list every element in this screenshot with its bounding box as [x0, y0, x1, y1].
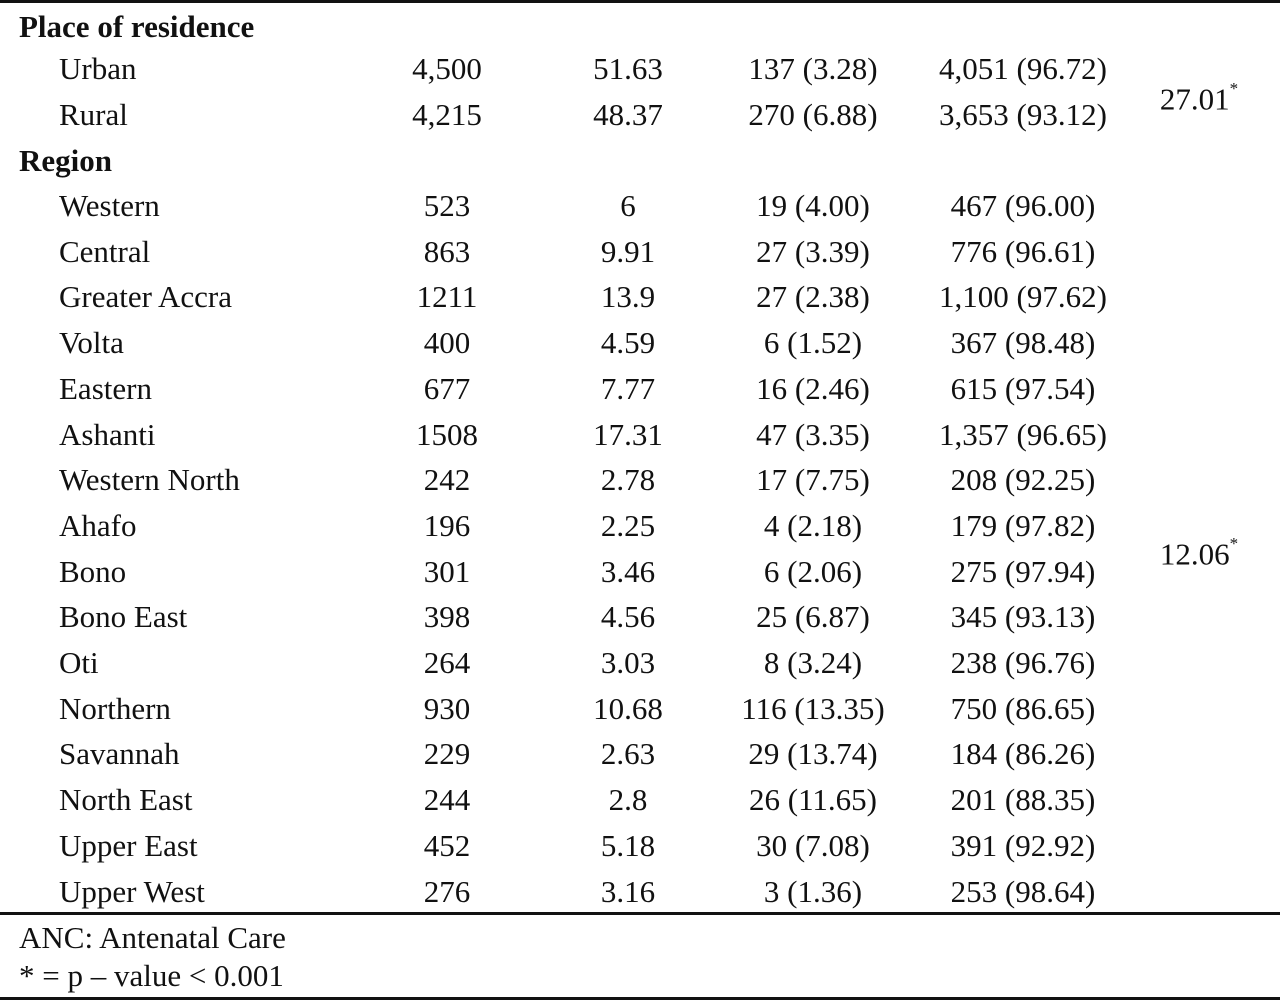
cell-pct: 3.16	[600, 873, 656, 909]
cell-pct: 2.8	[608, 782, 648, 818]
cell-anc: 184 (86.26)	[950, 736, 1096, 772]
cell-pct: 3.03	[600, 645, 656, 680]
cell-no-anc: 27 (3.39)	[756, 233, 870, 269]
cell-anc: 467 (96.00)	[950, 188, 1096, 223]
cell-anc: 615 (97.54)	[950, 370, 1096, 406]
row-label: Bono East	[59, 599, 188, 635]
row-label: Northern	[59, 690, 171, 726]
row-label: Ahafo	[59, 507, 137, 543]
cell-pct: 4.56	[600, 599, 656, 635]
table-row	[0, 457, 1280, 503]
cell-pct: 7.77	[600, 370, 656, 406]
cell-no-anc: 8 (3.24)	[763, 645, 863, 680]
cell-n: 398	[423, 599, 471, 635]
cell-pct: 2.63	[600, 736, 656, 772]
table-row	[0, 549, 1280, 595]
cell-no-anc: 30 (7.08)	[756, 827, 870, 863]
chi-value: 12.06	[1159, 536, 1230, 572]
table-row	[0, 183, 1280, 229]
cell-anc: 367 (98.48)	[950, 325, 1096, 361]
cell-anc: 238 (96.76)	[950, 645, 1096, 680]
cell-no-anc: 26 (11.65)	[749, 782, 877, 818]
table-row	[0, 274, 1280, 320]
cell-no-anc: 137 (3.28)	[748, 51, 878, 86]
cell-n: 452	[423, 827, 471, 863]
section-title: Region	[19, 143, 112, 178]
cell-n: 264	[423, 645, 471, 680]
cell-n: 4,500	[412, 51, 482, 86]
cell-no-anc: 25 (6.87)	[756, 599, 870, 635]
cell-anc: 345 (93.13)	[950, 599, 1096, 635]
cell-n: 196	[423, 507, 471, 543]
chi-square-residence	[1140, 70, 1258, 122]
table-row	[0, 777, 1280, 823]
table-row	[0, 366, 1280, 412]
row-label: Urban	[59, 51, 137, 86]
cell-anc: 253 (98.64)	[950, 873, 1096, 909]
cell-n: 863	[423, 233, 471, 269]
cell-n: 1508	[416, 416, 478, 452]
table-row	[0, 823, 1280, 869]
cell-anc: 179 (97.82)	[950, 507, 1096, 543]
cell-no-anc: 27 (2.38)	[756, 279, 870, 315]
cell-anc: 750 (86.65)	[950, 690, 1096, 726]
footnote-abbreviation: ANC: Antenatal Care	[19, 920, 286, 955]
cell-n: 677	[423, 370, 471, 406]
cell-pct: 13.9	[600, 279, 656, 315]
cell-n: 400	[423, 325, 471, 361]
row-label: Central	[59, 233, 151, 269]
cell-anc: 201 (88.35)	[950, 782, 1096, 818]
cell-n: 229	[423, 736, 471, 772]
cell-no-anc: 29 (13.74)	[748, 736, 878, 772]
row-label: Volta	[59, 325, 124, 361]
cell-pct: 9.91	[600, 233, 656, 269]
row-label: Western North	[59, 462, 240, 498]
cell-pct: 3.46	[600, 553, 656, 589]
row-label: Upper West	[59, 873, 205, 909]
cell-pct: 17.31	[593, 416, 663, 452]
table-row	[0, 640, 1280, 686]
table-row	[0, 320, 1280, 366]
row-label: Greater Accra	[59, 279, 232, 315]
row-label: Rural	[59, 97, 128, 132]
row-label: Western	[59, 188, 160, 223]
row-label: Oti	[59, 645, 99, 680]
cell-anc: 275 (97.94)	[950, 553, 1096, 589]
cell-anc: 1,357 (96.65)	[939, 416, 1107, 452]
cell-no-anc: 3 (1.36)	[763, 873, 863, 909]
row-label: Bono	[59, 553, 127, 589]
top-rule	[0, 0, 1280, 3]
cell-n: 523	[423, 188, 471, 223]
table-row	[0, 869, 1280, 915]
cell-anc: 391 (92.92)	[950, 827, 1096, 863]
cell-no-anc: 17 (7.75)	[756, 462, 870, 498]
table-row	[0, 412, 1280, 458]
cell-anc: 208 (92.25)	[950, 462, 1096, 498]
cell-no-anc: 6 (2.06)	[763, 553, 863, 589]
cell-anc: 776 (96.61)	[950, 233, 1096, 269]
cell-no-anc: 19 (4.00)	[756, 188, 870, 223]
significance-mark: *	[1229, 79, 1239, 98]
table-row	[0, 731, 1280, 777]
cell-no-anc: 6 (1.52)	[763, 325, 863, 361]
table-row	[0, 503, 1280, 549]
cell-anc: 4,051 (96.72)	[939, 51, 1107, 86]
cell-pct: 48.37	[593, 97, 663, 132]
cell-n: 4,215	[412, 97, 482, 132]
chi-square-region	[1140, 525, 1258, 577]
cell-n: 301	[423, 553, 471, 589]
significance-mark: *	[1229, 534, 1239, 553]
section-header-residence	[0, 4, 1280, 50]
cell-n: 244	[423, 782, 471, 818]
cell-no-anc: 16 (2.46)	[756, 370, 870, 406]
table-row	[0, 46, 1280, 92]
table-row	[0, 686, 1280, 732]
end-rule	[0, 997, 1280, 1000]
row-label: Upper East	[59, 827, 198, 863]
cell-pct: 4.59	[600, 325, 656, 361]
cell-n: 276	[423, 873, 471, 909]
cell-no-anc: 270 (6.88)	[748, 97, 878, 132]
footnote-significance: * = p – value < 0.001	[19, 958, 284, 993]
cell-no-anc: 116 (13.35)	[741, 690, 885, 726]
row-label: North East	[59, 782, 193, 818]
row-label: Savannah	[59, 736, 180, 772]
table-row	[0, 229, 1280, 275]
row-label: Eastern	[59, 370, 152, 406]
cell-pct: 6	[620, 188, 636, 223]
cell-n: 1211	[416, 279, 478, 315]
cell-n: 242	[423, 462, 471, 498]
cell-pct: 2.78	[600, 462, 656, 498]
cell-no-anc: 4 (2.18)	[763, 507, 863, 543]
cell-pct: 2.25	[600, 507, 656, 543]
cell-anc: 1,100 (97.62)	[939, 279, 1107, 315]
cell-n: 930	[423, 690, 471, 726]
row-label: Ashanti	[59, 416, 156, 452]
bottom-table-rule	[0, 912, 1280, 915]
table-row	[0, 594, 1280, 640]
cell-pct: 5.18	[600, 827, 656, 863]
section-header-region	[0, 138, 1280, 184]
cell-no-anc: 47 (3.35)	[756, 416, 870, 452]
cell-pct: 51.63	[593, 51, 663, 86]
cell-pct: 10.68	[593, 690, 663, 726]
table-row	[0, 92, 1280, 138]
section-title: Place of residence	[19, 9, 255, 44]
chi-value: 27.01	[1159, 81, 1230, 117]
cell-anc: 3,653 (93.12)	[939, 97, 1107, 132]
